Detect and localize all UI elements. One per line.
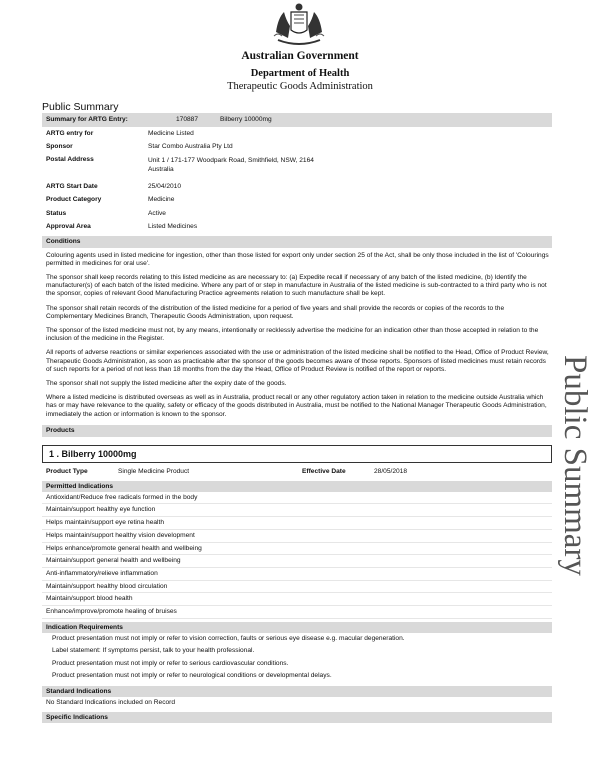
condition-paragraph: Colouring agents used in listed medicine for ingestion, other than those listed for export only under section 25 of the Act, shall be only those included in the list of 'Colourings permitted in medicines for oral use'.: [46, 251, 549, 267]
indication-item: Helps maintain/support eye retina health: [42, 517, 552, 530]
detail-row: [42, 127, 552, 141]
requirement-item: Product presentation must not imply or refer to serious cardiovascular conditions.: [52, 659, 289, 667]
detail-value: Unit 1 / 171-177 Woodpark Road, Smithfield, NSW, 2164: [148, 156, 314, 164]
detail-value: Listed Medicines: [148, 223, 198, 231]
condition-paragraph: The sponsor shall not supply the listed medicine after the expiry date of the goods.: [46, 379, 287, 387]
government-name: Australian Government: [241, 50, 359, 62]
artg-number: 170887: [176, 116, 199, 124]
indication-item: Enhance/improve/promote healing of bruises: [42, 606, 552, 619]
detail-label: Approval Area: [46, 223, 91, 231]
condition-paragraph: The sponsor shall keep records relating to this listed medicine as are necessary to: (a) Expedite recall if necessary of any batch of the listed medicine, (b) Identify the manufacturer(s) of each batch of the listed medicine. Where any part of or step in manufacture in Australia of the listed medicine is sub-contracted to a third party who is not the sponsor, copies of relevant Good Manufacturing Practice agreements relation to such manufacture shall be kept.: [46, 273, 547, 298]
effective-date-value: 28/05/2018: [374, 468, 408, 476]
product-type-value: Single Medicine Product: [118, 468, 190, 476]
summary-content: [42, 113, 552, 723]
page-title: Public Summary: [42, 101, 119, 113]
detail-label: Postal Address: [46, 155, 94, 163]
detail-label: Product Category: [46, 196, 102, 204]
department-name: Department of Health: [250, 68, 350, 79]
detail-row: [42, 140, 552, 154]
detail-row: [42, 207, 552, 221]
requirement-item: Label statement: If symptoms persist, talk to your health professional.: [52, 647, 255, 655]
conditions-heading: Conditions: [42, 236, 552, 248]
summary-entry-row: [42, 113, 552, 127]
detail-row: [42, 180, 552, 194]
agency-name: Therapeutic Goods Administration: [227, 81, 373, 92]
detail-row: [42, 220, 552, 234]
requirement-item: Product presentation must not imply or refer to neurological conditions or developmental delays.: [52, 672, 332, 680]
detail-value: Active: [148, 209, 166, 217]
indication-item: Helps maintain/support healthy vision development: [42, 530, 552, 543]
indication-item: Maintain/support healthy blood circulation: [42, 581, 552, 594]
detail-value-country: Australia: [148, 165, 174, 173]
indication-requirements-heading: Indication Requirements: [42, 622, 552, 633]
detail-value: Star Combo Australia Pty Ltd: [148, 143, 233, 151]
indication-item: Maintain/support blood health: [42, 593, 552, 606]
detail-label: Status: [46, 209, 67, 217]
summary-entry-label: Summary for ARTG Entry:: [46, 116, 128, 124]
condition-paragraph: Where a listed medicine is distributed overseas as well as in Australia, product recall or any other regulatory action taken in relation to the medicine outside Australia which has or may have relevance to the quality, safety or efficacy of the goods distributed in Australia, must be notified to the National Manager Therapeutic Goods Administration, immediately the action or information is known to the sponsor.: [46, 394, 547, 418]
condition-paragraph: All reports of adverse reactions or similar experiences associated with the use or administration of the listed medicine shall be notified to the Head, Office of Product Review, Therapeutic Goods Administration, as soon as practicable after the sponsor of the goods becomes aware of those reports. Sponsors of listed medicines must retain records of such reports for a period of not less than 18 months from the day the Head, Office of Product Review is notified of the report or reports.: [46, 349, 549, 373]
public-summary-watermark: [553, 355, 593, 625]
standard-indications-heading: Standard Indications: [42, 686, 552, 697]
condition-paragraph: The sponsor shall retain records of the distribution of the listed medicine for a period of five years and shall provide the records or copies of the records to the Complementary Medicines Branch, Therapeutic Goods Administration, upon request.: [46, 304, 505, 320]
condition-paragraph: The sponsor of the listed medicine must not, by any means, intentionally or recklessly advertise the medicine for an indication other than those accepted in relation to the inclusion of the medicine in the Register.: [46, 326, 539, 343]
detail-value: 25/04/2010: [148, 182, 182, 190]
permitted-indications-heading: Permitted Indications: [42, 481, 552, 492]
products-heading: Products: [42, 425, 552, 437]
detail-row: [42, 154, 552, 180]
requirement-item: Product presentation must not imply or refer to vision correction, faults or serious eye disease e.g. macular degeneration.: [52, 634, 405, 642]
indication-item: Anti-inflammatory/relieve inflammation: [42, 568, 552, 581]
page-header: [0, 0, 600, 98]
specific-indications-heading: Specific Indications: [42, 712, 552, 723]
product-type-label: Product Type: [46, 468, 88, 476]
indication-item: Maintain/support general health and wellbeing: [42, 555, 552, 568]
detail-value: Medicine: [148, 196, 175, 204]
indication-item: Maintain/support healthy eye function: [42, 504, 552, 517]
product-name-box: 1 . Bilberry 10000mg: [42, 445, 552, 463]
indication-item: Antioxidant/Reduce free radicals formed in the body: [42, 492, 552, 505]
detail-label: ARTG Start Date: [46, 182, 98, 190]
detail-row: [42, 193, 552, 207]
artg-product-name: Bilberry 10000mg: [220, 116, 272, 124]
coat-of-arms-icon: [268, 2, 330, 48]
effective-date-label: Effective Date: [302, 468, 346, 476]
detail-label: ARTG entry for: [46, 129, 94, 137]
watermark-text: Public Summary: [557, 355, 593, 576]
detail-value: Medicine Listed: [148, 129, 194, 137]
product-type-row: [42, 466, 552, 478]
indication-item: Helps enhance/promote general health and wellbeing: [42, 543, 552, 556]
standard-indications-text: No Standard Indications included on Record: [46, 698, 176, 706]
detail-label: Sponsor: [46, 143, 73, 151]
